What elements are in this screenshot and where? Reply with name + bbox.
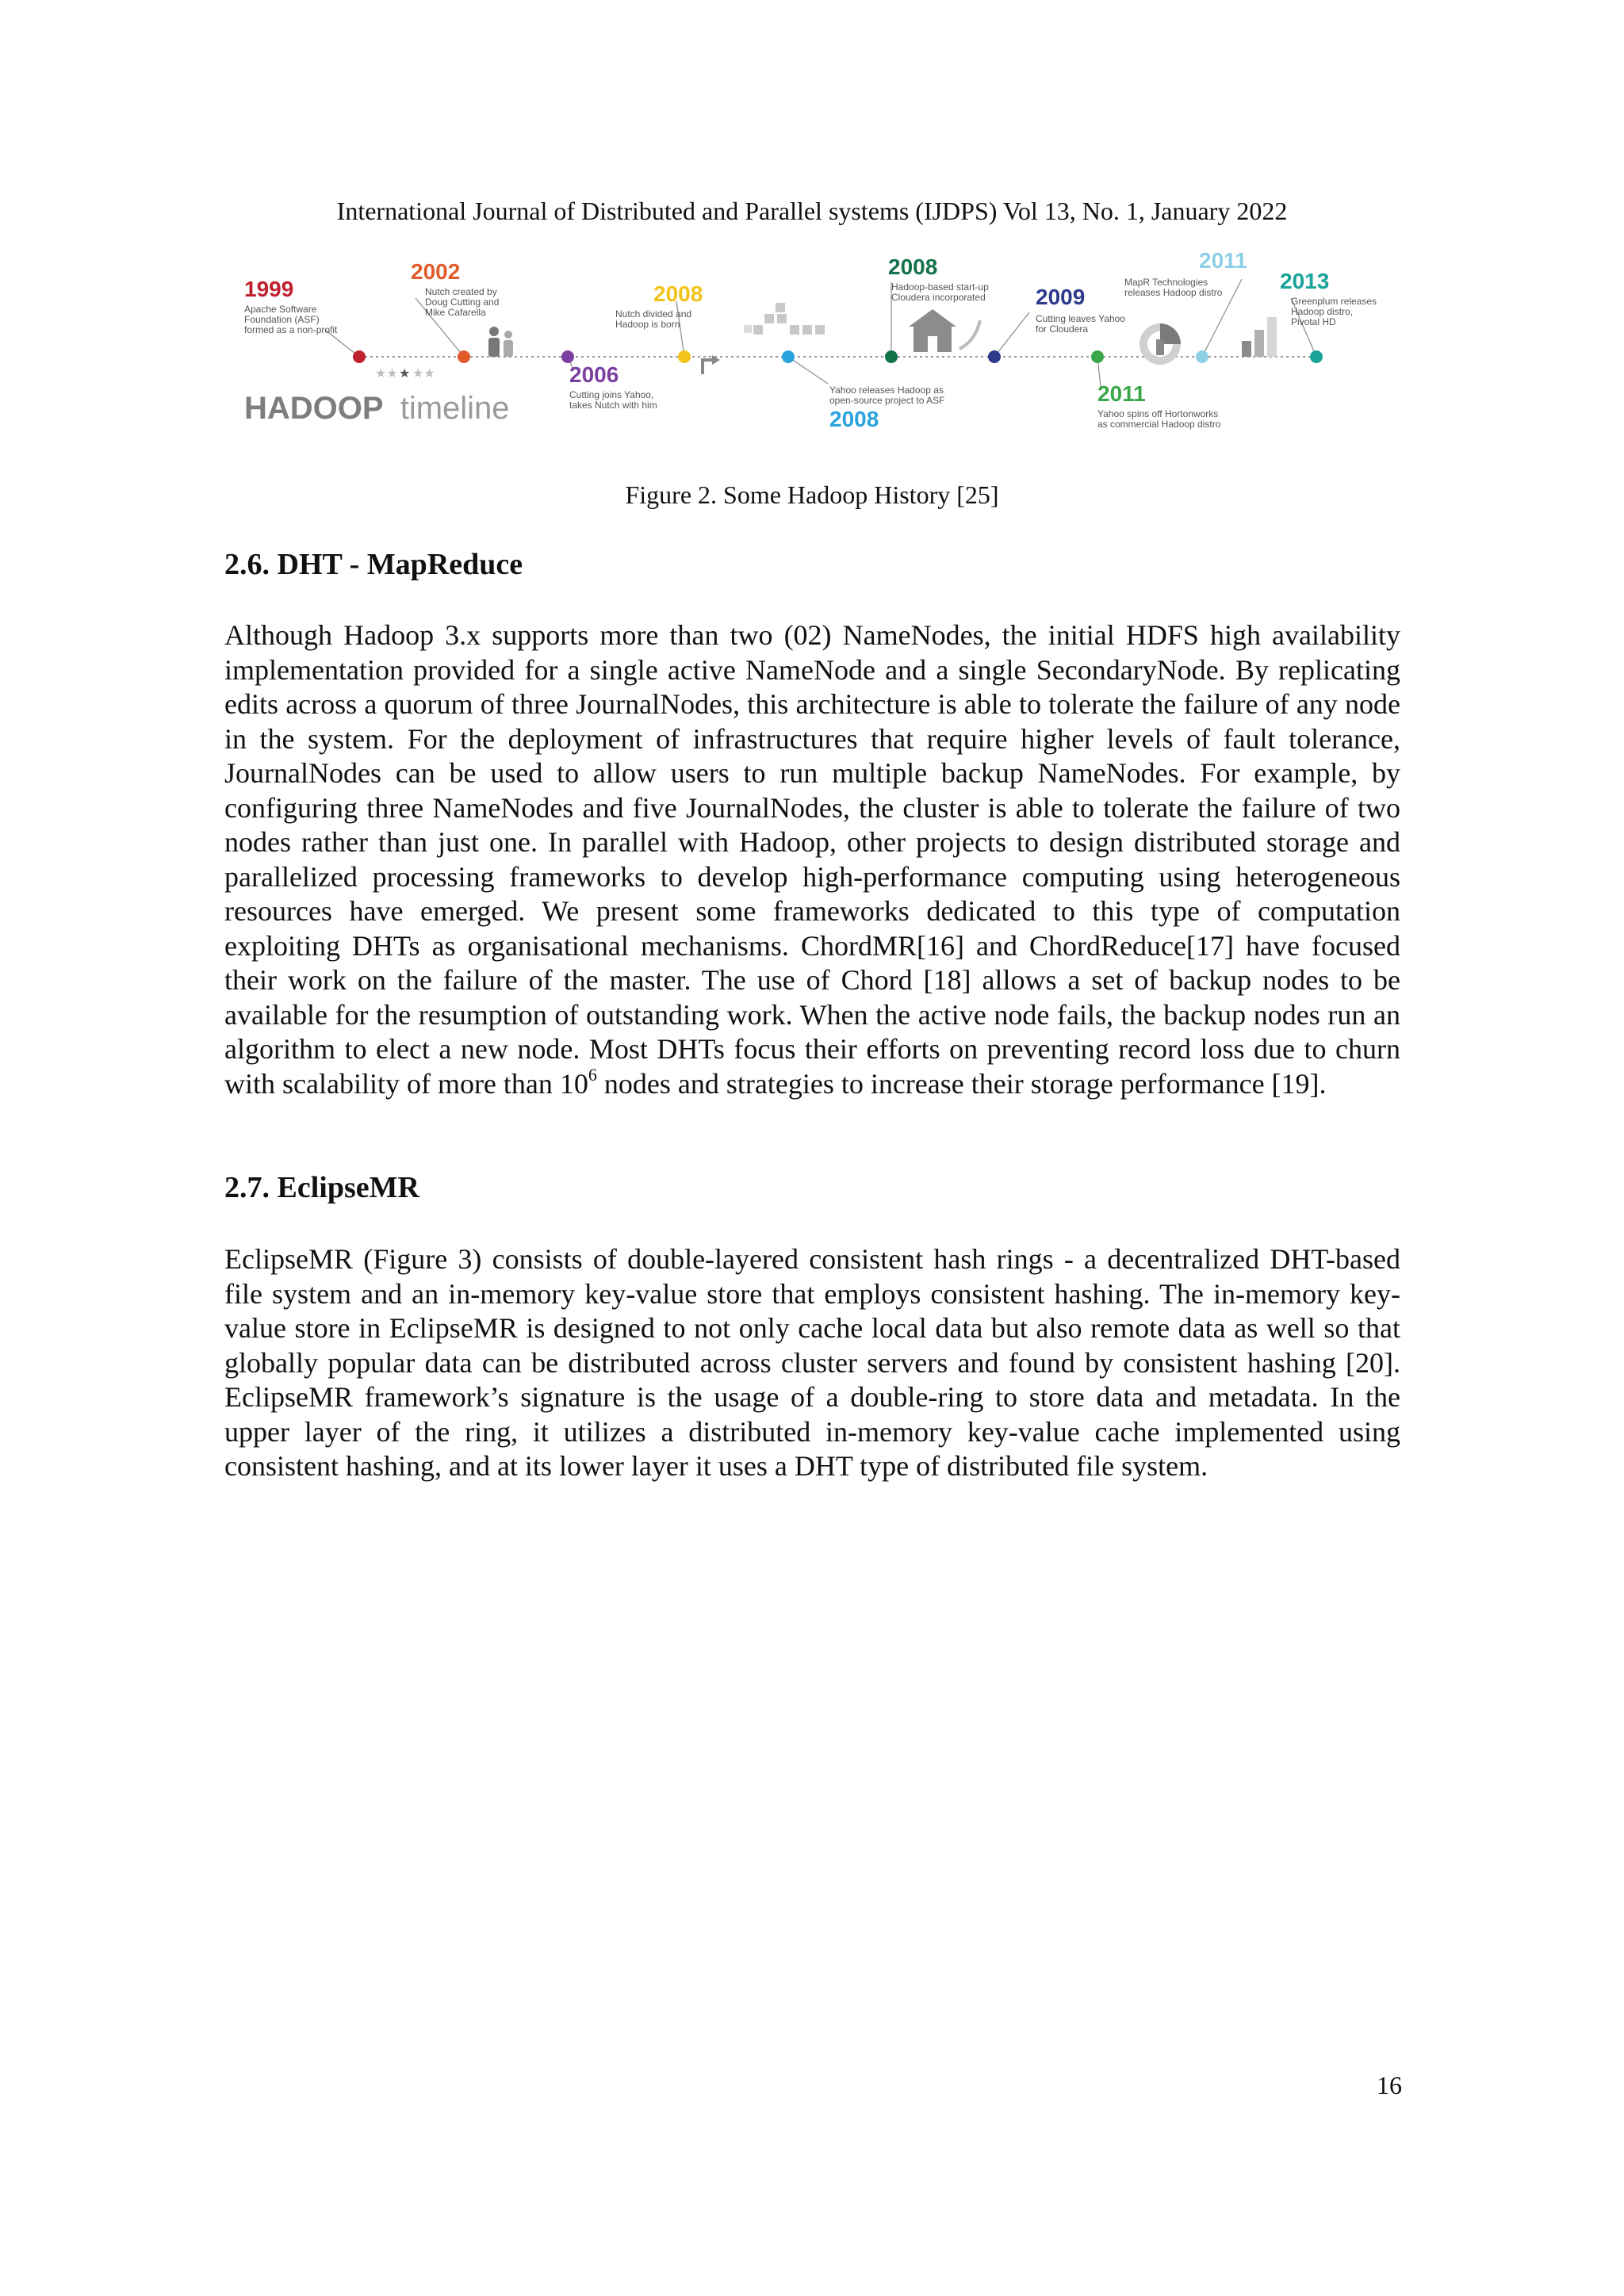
timeline-note-1-2: Mike Cafarella — [425, 307, 486, 318]
section-paragraph-dht-mapreduce — [224, 618, 1400, 1101]
timeline-note-7-0: Yahoo spins off Hortonworks — [1097, 408, 1219, 419]
superscript: 6 — [588, 1064, 597, 1085]
timeline-year-2: 2006 — [569, 362, 619, 387]
svg-text:★★: ★★ — [375, 367, 398, 381]
timeline-event-2 — [561, 350, 657, 411]
timeline-note-2-0: Cutting joins Yahoo, — [569, 389, 654, 400]
timeline-note-9-0: Greenplum releases — [1291, 296, 1377, 307]
paragraph-text: Although Hadoop 3.x supports more than two (02) NameNodes, the initial HDFS high availability implementation provided for a single active NameNode and a single SecondaryNode. By replicating edits across a quorum of three JournalNodes, this architecture is able to tolerate the failure of any node in the system. For the deployment of infrastructures that require higher levels of fault tolerance, JournalNodes can be used to allow users to run multiple backup NameNodes. For example, by configuring three NameNodes and five JournalNodes, the cluster is able to tolerate the failure of two nodes rather than just one. In parallel with Hadoop, other projects to design distributed storage and parallelized processing frameworks to develop high-performance computing using heterogeneous resources have emerged. We present some frameworks dedicated to this type of computation exploiting DHTs as organisational mechanisms. ChordMR[16] and ChordReduce[17] have focused their work on the failure of the master. The use of Chord [18] allows a set of backup nodes to be available for the resumption of outstanding work. When the active node fails, the backup nodes run an algorithm to elect a new node. Most DHTs focus their efforts on preventing record loss due to churn with scalability of more than 10 — [224, 619, 1400, 1100]
timeline-year-8: 2011 — [1199, 248, 1247, 273]
timeline-year-9: 2013 — [1280, 269, 1330, 293]
timeline-dot-4 — [782, 350, 795, 363]
bar-chart-icon — [1242, 317, 1277, 357]
timeline-note-4-1: open-source project to ASF — [829, 395, 945, 406]
timeline-dot-2 — [561, 350, 574, 363]
timeline-dot-8 — [1196, 350, 1208, 363]
timeline-note-9-2: Pivotal HD — [1291, 316, 1336, 327]
curved-arrow-icon — [959, 320, 980, 349]
timeline-dot-5 — [885, 350, 898, 363]
house-icon — [909, 309, 956, 352]
timeline-dot-0 — [353, 350, 366, 363]
timeline-title — [244, 391, 510, 426]
split-arrow-icon — [703, 355, 720, 374]
timeline-note-6-0: Cutting leaves Yahoo — [1036, 313, 1125, 324]
timeline-leader-6 — [994, 312, 1029, 357]
timeline-note-8-0: MapR Technologies — [1124, 277, 1208, 288]
star-icons — [375, 367, 435, 381]
timeline-event-6 — [988, 285, 1125, 363]
timeline-note-0-2: formed as a non-profit — [244, 324, 338, 335]
timeline-note-5-0: Hadoop-based start-up — [891, 281, 989, 293]
timeline-dot-1 — [458, 350, 470, 363]
timeline-note-3-0: Nutch divided and — [615, 308, 692, 320]
timeline-event-9 — [1280, 269, 1377, 363]
section-paragraph-eclipsemr: EclipseMR (Figure 3) consists of double-layered consistent hash rings - a decentralized DHT-based file system and an in-memory key-value store that employs consistent hashing. The in-memory key-value store in EclipseMR is designed to not only cache local data but also remote data as well so that globally popular data can be distributed across cluster servers and found by consistent hashing [20]. EclipseMR framework’s signature is the usage of a double-ring to store data and metadata. In the upper layer of the ring, it utilizes a distributed in-memory key-value cache implemented using consistent hashing, and at its lower layer it uses a DHT type of distributed file system. — [224, 1243, 1400, 1482]
timeline-note-2-1: takes Nutch with him — [569, 400, 657, 411]
timeline-note-5-1: Cloudera incorporated — [891, 292, 986, 303]
timeline-leader-4 — [788, 357, 828, 384]
svg-text:★★: ★★ — [412, 367, 435, 381]
timeline-note-0-1: Foundation (ASF) — [244, 314, 320, 325]
timeline-note-1-1: Doug Cutting and — [425, 297, 500, 308]
timeline-year-4: 2008 — [829, 407, 879, 431]
timeline-event-1 — [411, 259, 499, 363]
timeline-dot-7 — [1091, 350, 1104, 363]
timeline-title-light: timeline — [400, 391, 510, 426]
timeline-year-3: 2008 — [653, 281, 703, 306]
timeline-dot-9 — [1310, 350, 1323, 363]
timeline-note-6-1: for Cloudera — [1036, 323, 1089, 335]
gauge-icon — [1139, 323, 1181, 365]
timeline-dot-3 — [678, 350, 691, 363]
figure-caption: Figure 2. Some Hadoop History [25] — [625, 480, 999, 509]
timeline-year-0: 1999 — [244, 277, 294, 301]
paragraph-text-end: nodes and strategies to increase their storage performance [19]. — [596, 1067, 1327, 1100]
timeline-year-5: 2008 — [888, 254, 938, 279]
timeline-title-bold: HADOOP — [244, 391, 384, 426]
svg-text:★: ★ — [399, 367, 411, 381]
pixel-blocks-icon — [744, 303, 825, 335]
timeline-event-0 — [244, 277, 366, 363]
page-number: 16 — [1377, 2071, 1402, 2099]
timeline-note-3-1: Hadoop is born — [615, 319, 680, 330]
timeline-event-4 — [782, 350, 944, 431]
running-header: International Journal of Distributed and Parallel systems (IJDPS) Vol 13, No. 1, January 2022 — [336, 197, 1288, 225]
timeline-note-9-1: Hadoop distro, — [1291, 306, 1354, 317]
timeline-note-4-0: Yahoo releases Hadoop as — [829, 385, 944, 396]
people-icon — [488, 327, 513, 357]
timeline-note-1-0: Nutch created by — [425, 286, 497, 297]
timeline-year-6: 2009 — [1036, 285, 1086, 309]
section-heading-dht-mapreduce: 2.6. DHT - MapReduce — [224, 548, 523, 581]
timeline-note-0-0: Apache Software — [244, 304, 317, 315]
timeline-note-7-1: as commercial Hadoop distro — [1097, 419, 1221, 430]
timeline-event-3 — [615, 281, 703, 363]
section-heading-eclipsemr: 2.7. EclipseMR — [224, 1171, 419, 1204]
timeline-note-8-1: releases Hadoop distro — [1124, 287, 1223, 298]
timeline-year-7: 2011 — [1097, 381, 1146, 406]
timeline-year-1: 2002 — [411, 259, 461, 284]
hadoop-timeline-figure — [236, 247, 1394, 452]
timeline-dot-6 — [988, 350, 1001, 363]
